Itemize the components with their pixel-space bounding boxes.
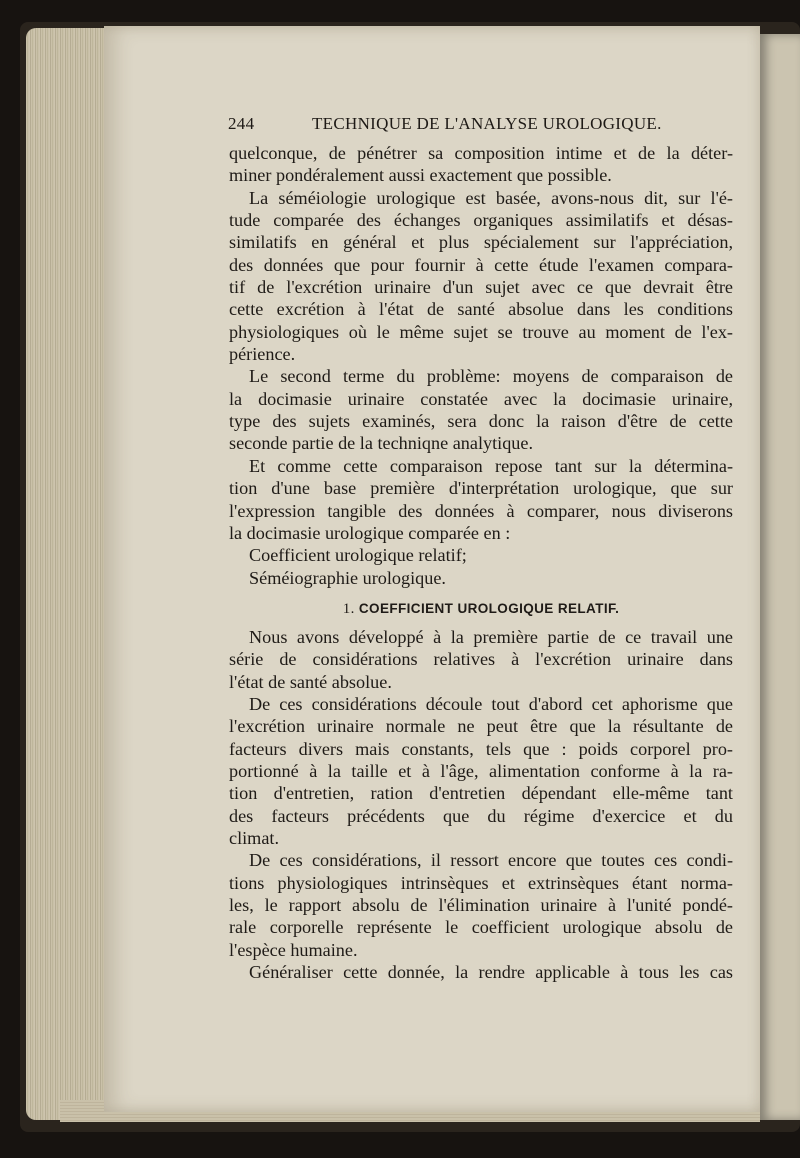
running-head-title: TECHNIQUE DE L'ANALYSE UROLOGIQUE. <box>312 114 662 133</box>
paragraph-1 <box>229 142 733 187</box>
running-header <box>228 114 740 134</box>
text-line: seconde partie de la techniqne analytique. <box>229 433 534 454</box>
facing-page-edge <box>760 34 800 1120</box>
text-line: cette excrétion à l'état de santé absolue dans les conditions <box>229 299 733 320</box>
list-item: Coefficient urologique relatif; <box>249 545 467 566</box>
text-line: l'excrétion urinaire normale ne peut être que la résultante de <box>229 716 733 737</box>
text-line: Et comme cette comparaison repose tant sur la détermina- <box>249 455 733 476</box>
text-line: tion d'entretien, ration d'entretien dépendant elle-même tant <box>229 783 733 804</box>
text-line: Le second terme du problème: moyens de comparaison de <box>249 366 733 387</box>
text-line: Nous avons développé à la première partie de ce travail une <box>249 626 733 647</box>
text-line: tions physiologiques intrinsèques et extrinsèques étant norma- <box>229 872 733 893</box>
text-line: série de considérations relatives à l'excrétion urinaire dans <box>229 649 733 670</box>
division-list <box>229 544 733 589</box>
text-line: portionné à la taille et à l'âge, alimentation conforme à la ra- <box>229 760 733 781</box>
text-line: climat. <box>229 827 279 848</box>
text-line: des facteurs précédents que du régime d'exercice et du <box>229 805 733 826</box>
text-line: quelconque, de pénétrer sa composition intime et de la déter- <box>229 143 733 163</box>
text-line: rale corporelle représente le coefficient urologique absolu de <box>229 917 733 938</box>
text-line: l'espèce humaine. <box>229 939 358 960</box>
paragraph-7 <box>229 849 733 961</box>
list-item: Séméiographie urologique. <box>249 567 446 588</box>
paragraph-5 <box>229 626 733 693</box>
text-line: la docimasie urologique comparée en : <box>229 522 511 543</box>
paragraph-8 <box>229 961 733 983</box>
paragraph-2 <box>229 187 733 366</box>
page-number: 244 <box>228 114 255 133</box>
text-line: la docimasie urinaire constatée avec la docimasie urinaire, <box>229 388 733 409</box>
text-line: tif de l'excrétion urinaire d'un sujet avec ce que devrait être <box>229 277 733 298</box>
text-line: l'expression tangible des données à comparer, nous diviserons <box>229 500 733 521</box>
text-line: l'état de santé absolue. <box>229 671 392 692</box>
section-heading <box>229 589 733 620</box>
text-line: similatifs en général et plus spécialement sur l'appréciation, <box>229 232 733 253</box>
paragraph-4 <box>229 455 733 544</box>
text-line: La séméiologie urologique est basée, avons-nous dit, sur l'é- <box>249 187 733 208</box>
text-line: physiologiques où le même sujet se trouve au moment de l'ex- <box>229 321 733 342</box>
text-line: facteurs divers mais constants, tels que : poids corporel pro- <box>229 738 733 759</box>
text-line: Généraliser cette donnée, la rendre applicable à tous les cas <box>249 962 733 983</box>
text-line: De ces considérations découle tout d'abord cet aphorisme que <box>249 693 733 714</box>
section-title: COEFFICIENT UROLOGIQUE RELATIF. <box>358 600 620 616</box>
text-line: type des sujets examinés, sera donc la raison d'être de cette <box>229 411 733 432</box>
text-line: tude comparée des échanges organiques assimilatifs et désas- <box>229 210 733 231</box>
text-line: tion d'une base première d'interprétation urologique, que sur <box>229 478 733 499</box>
paragraph-3 <box>229 365 733 454</box>
section-number: 1. <box>342 600 355 617</box>
text-line: périence. <box>229 344 296 365</box>
text-line: des données que pour fournir à cette étude l'examen compara- <box>229 254 733 275</box>
text-line: De ces considérations, il ressort encore que toutes ces condi- <box>249 850 733 871</box>
paragraph-6 <box>229 693 733 849</box>
page-text <box>229 142 733 983</box>
text-line: les, le rapport absolu de l'élimination urinaire à l'unité pondé- <box>229 895 733 915</box>
text-line: miner pondéralement aussi exactement que possible. <box>229 165 612 186</box>
